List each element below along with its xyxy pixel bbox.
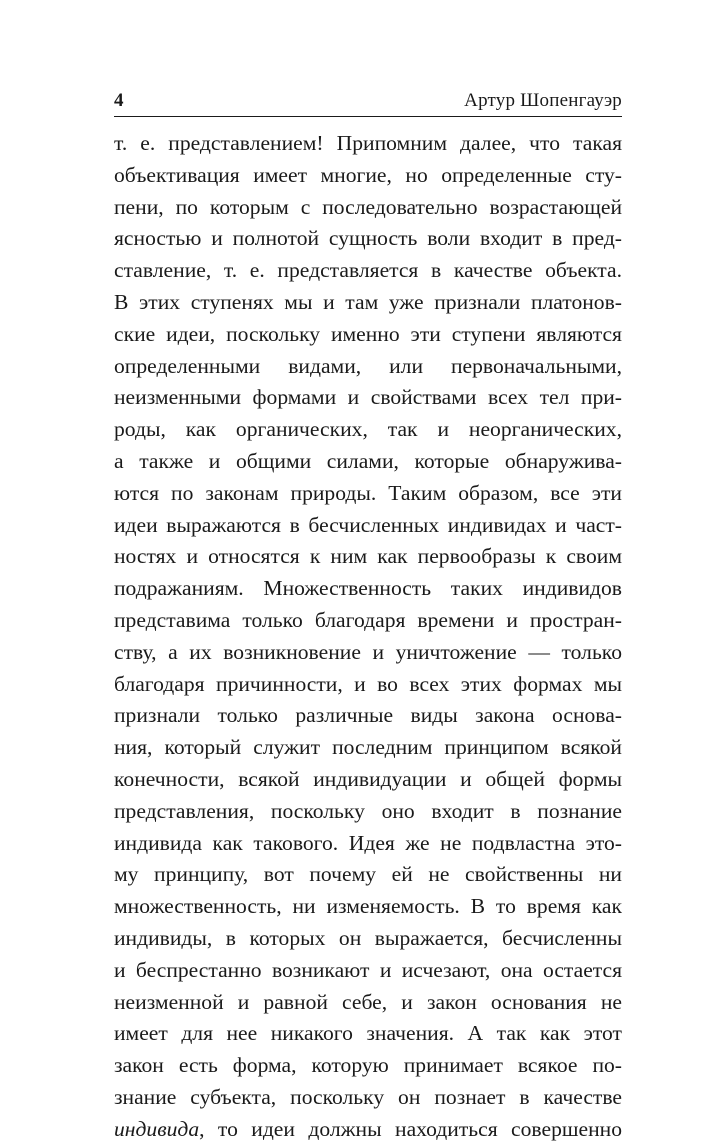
text-line-last [114,1114,622,1146]
text-line: ются по законам природы. Таким образом, все эти [114,480,622,505]
text-line: и беспрестанно возникают и исчезают, она остается [114,957,622,982]
text-line: благодаря причинности, и во всех этих формах мы [114,671,622,696]
text-line: неизменными формами и свойствами всех тел при- [114,385,622,410]
text-line: пени, по которым с последовательно возрастающей [114,194,622,219]
text-line: знание субъекта, поскольку он познает в качестве [114,1084,622,1109]
text-line: ния, который служит последним принципом всякой [114,735,622,760]
text-line-rest: , то идеи должны находиться совершенно [199,1116,622,1141]
text-line: ностях и относятся к ним как первообразы к своим [114,544,622,569]
text-line: определенными видами, или первоначальными, [114,353,622,378]
text-line: конечности, всякой индивидуации и общей формы [114,766,622,791]
text-line: закон есть форма, которую принимает всякое по- [114,1053,622,1078]
text-line: представления, поскольку оно входит в познание [114,798,622,823]
text-line: представима только благодаря времени и простран- [114,607,622,632]
text-line: ставление, т. е. представляется в качестве объекта. [114,258,622,283]
text-line: неизменной и равной себе, и закон основания не [114,989,622,1014]
text-line: объективация имеет многие, но определенные сту- [114,162,622,187]
text-line: признали только различные виды закона основа- [114,703,622,728]
text-line: му принципу, вот почему ей не свойственны ни [114,862,622,887]
text-line: индивида как такового. Идея же не подвластна это- [114,830,622,855]
text-line: ству, а их возникновение и уничтожение — только [114,639,622,664]
text-line: индивиды, в которых он выражается, бесчисленны [114,925,622,950]
text-line: В этих ступенях мы и там уже признали платонов- [114,289,622,314]
text-line: идеи выражаются в бесчисленных индивидах и част- [114,512,622,537]
page-header [114,90,622,117]
running-head-author: Артур Шопенгауэр [464,90,622,111]
text-line: множественность, ни изменяемость. В то время как [114,894,622,919]
text-line: имеет для нее никакого значения. А так как этот [114,1021,622,1046]
page-number: 4 [114,90,124,111]
body-text [114,128,622,1146]
text-line: а также и общими силами, которые обнаружива- [114,448,622,473]
text-line: ские идеи, поскольку именно эти ступени являются [114,321,622,346]
italic-word: индивида [114,1116,200,1141]
text-line: т. е. представлением! Припомним далее, что такая [114,131,622,155]
text-line: роды, как органических, так и неорганических, [114,417,622,442]
text-line: подражаниям. Множественность таких индивидов [114,576,622,601]
text-line: ясностью и полнотой сущность воли входит в пред- [114,226,622,251]
